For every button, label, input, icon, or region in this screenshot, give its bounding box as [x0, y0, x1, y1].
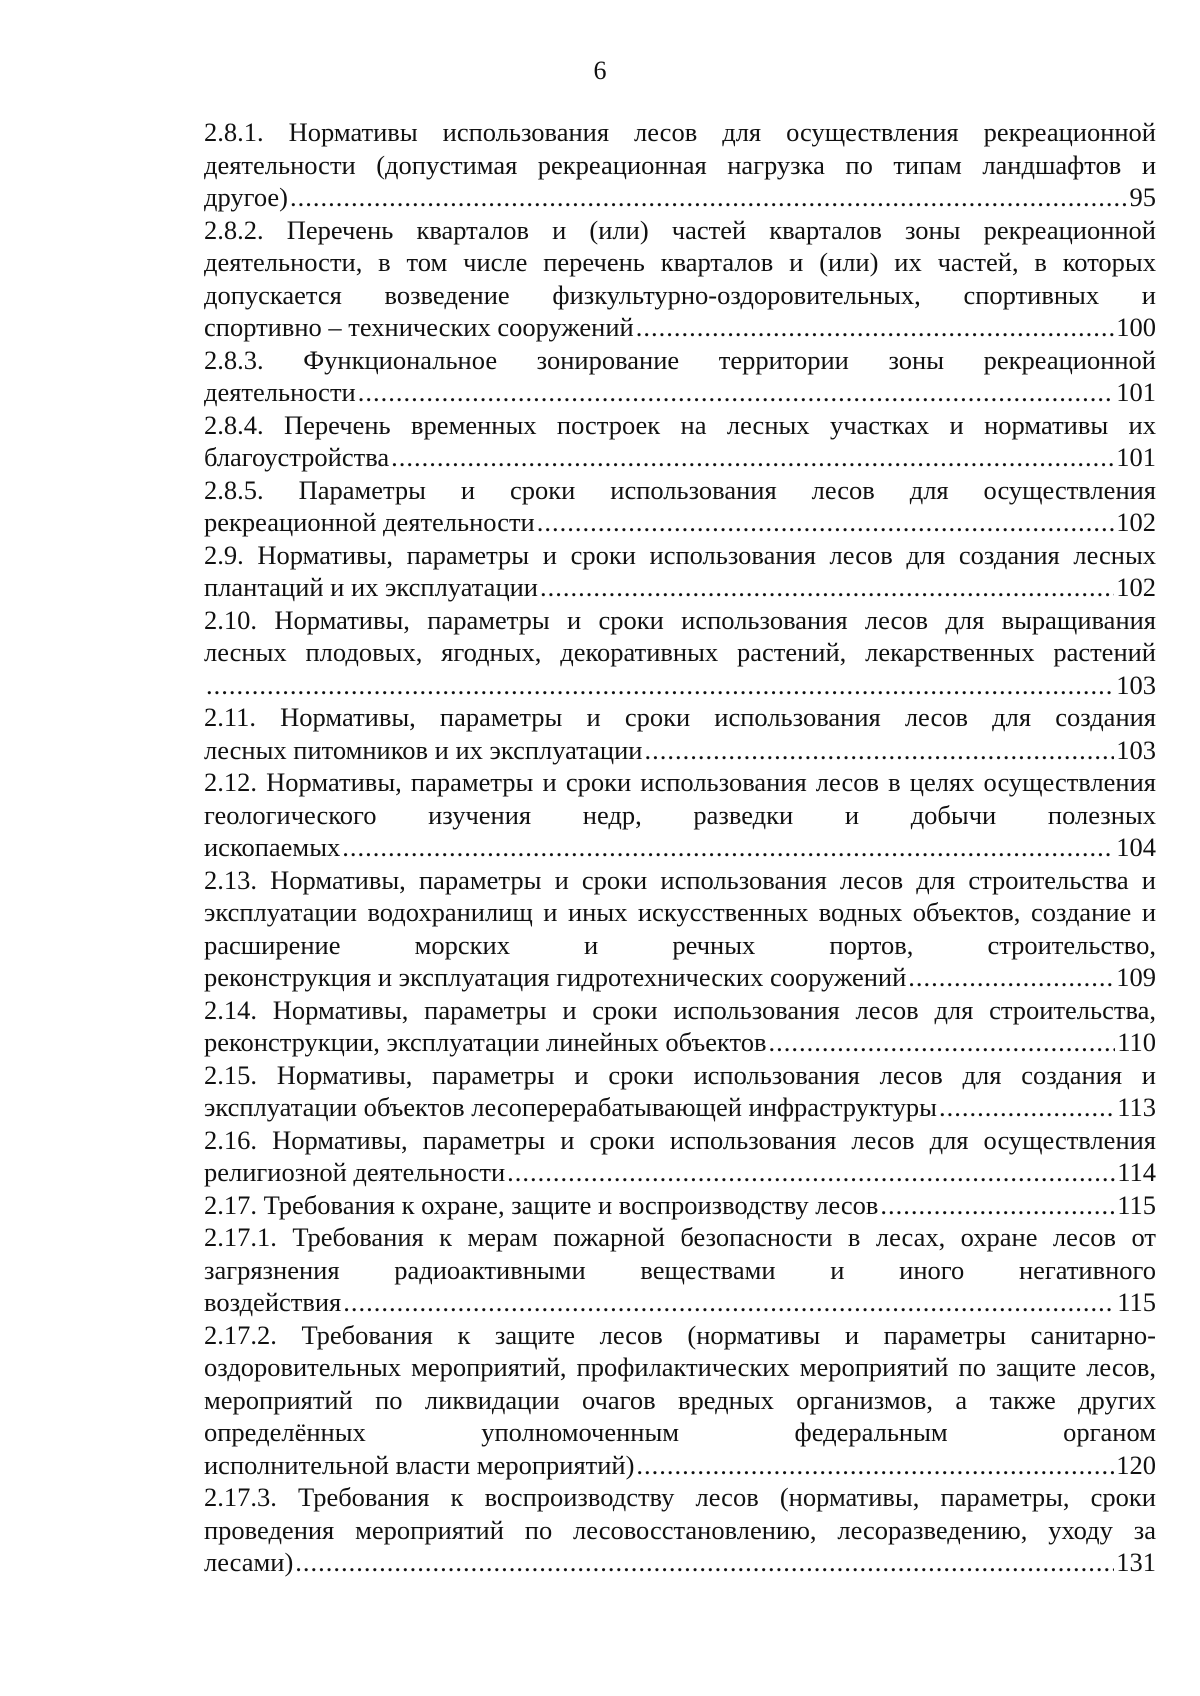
- toc-entry-title-end: воздействия: [204, 1287, 342, 1317]
- toc-page-number: 110: [1117, 1027, 1156, 1057]
- toc-entry: [204, 701, 1156, 766]
- dot-leader: [939, 1091, 1115, 1124]
- dot-leader: [342, 831, 1114, 864]
- toc-entry-last-line: [204, 1189, 1156, 1222]
- dot-leader: [768, 1026, 1115, 1059]
- toc-entry-title-end: рекреационной деятельности: [204, 507, 535, 537]
- toc-entry-title: 2.14. Нормативы, параметры и сроки использования лесов для строительства,: [204, 994, 1156, 1025]
- toc-entry: [204, 1059, 1156, 1124]
- dot-leader: [537, 506, 1115, 539]
- toc-entry-last-line: [204, 311, 1156, 344]
- toc-entry-title: 2.8.5. Параметры и сроки использования лесов для осуществления: [204, 474, 1156, 505]
- toc-entry: [204, 214, 1156, 344]
- toc-entry-title-end: благоустройства: [204, 442, 390, 472]
- toc-entry-title: 2.12. Нормативы, параметры и сроки использования лесов в целях осуществления геологического изучения недр, разведки и добычи полезных: [204, 767, 1156, 830]
- toc-entry-title: 2.10. Нормативы, параметры и сроки использования лесов для выращивания лесных плодовых, ягодных, декоративных растений, лекарственных растений: [204, 604, 1156, 667]
- toc-page-number: 120: [1116, 1449, 1156, 1480]
- toc-entry-last-line: [204, 1026, 1156, 1059]
- table-of-contents: [204, 116, 1156, 1579]
- toc-entry-last-line: [204, 441, 1156, 474]
- toc-entry-title-end: 2.17. Требования к охране, защите и воспроизводству лесов: [204, 1189, 879, 1220]
- toc-entry-last-line: [204, 506, 1156, 539]
- dot-leader: [880, 1189, 1115, 1222]
- toc-page-number: 109: [1116, 962, 1156, 992]
- dot-leader: [636, 1449, 1114, 1482]
- toc-entry: [204, 864, 1156, 994]
- toc-entry: [204, 116, 1156, 214]
- toc-page-number: 100: [1116, 312, 1156, 342]
- toc-page-number: 131: [1116, 1547, 1156, 1577]
- dot-leader: [644, 734, 1114, 767]
- toc-page-number: 101: [1116, 377, 1156, 407]
- toc-page-number: 103: [1116, 669, 1156, 700]
- toc-entry: [204, 1124, 1156, 1189]
- toc-page-number: 102: [1116, 572, 1156, 602]
- toc-entry-title: 2.16. Нормативы, параметры и сроки использования лесов для осуществления: [204, 1124, 1156, 1155]
- toc-entry: [204, 474, 1156, 539]
- toc-entry-last-line: [204, 831, 1156, 864]
- toc-entry: [204, 766, 1156, 864]
- dot-leader: [540, 571, 1114, 604]
- toc-page-number: 95: [1129, 182, 1156, 212]
- dot-leader: [206, 669, 1114, 702]
- toc-entry-title: 2.17.2. Требования к защите лесов (нормативы и параметры санитарно-оздоровительных мероприятий, профилактических мероприятий по защите лесов, мероприятий по ликвидации очагов вредных организмов, а также других определённых уполномоченным федеральным органом: [204, 1319, 1156, 1447]
- dot-leader: [358, 376, 1115, 409]
- toc-entry-title-end: исполнительной власти мероприятий): [204, 1449, 635, 1480]
- toc-entry-last-line: [204, 571, 1156, 604]
- toc-entry-title-end: ископаемых: [204, 832, 341, 862]
- toc-entry: [204, 1481, 1156, 1579]
- dot-leader: [507, 1156, 1115, 1189]
- toc-entry-title-end: лесами): [204, 1547, 294, 1577]
- toc-entry-last-line: [204, 1449, 1156, 1482]
- toc-entry-title-end: плантаций и их эксплуатации: [204, 572, 538, 602]
- toc-entry-title: 2.8.3. Функциональное зонирование территории зоны рекреационной: [204, 344, 1156, 375]
- toc-entry-title-end: эксплуатации объектов лесоперерабатывающей инфраструктуры: [204, 1092, 937, 1122]
- toc-entry-title-end: реконструкции, эксплуатации линейных объектов: [204, 1027, 767, 1057]
- toc-entry: [204, 344, 1156, 409]
- toc-entry: [204, 539, 1156, 604]
- toc-entry-title: 2.9. Нормативы, параметры и сроки использования лесов для создания лесных: [204, 539, 1156, 570]
- dot-leader: [391, 441, 1114, 474]
- dot-leader: [636, 311, 1115, 344]
- toc-entry-title: 2.11. Нормативы, параметры и сроки использования лесов для создания: [204, 702, 1156, 732]
- toc-entry-last-line: [204, 669, 1156, 702]
- toc-entry-title-end: другое): [204, 182, 289, 212]
- toc-entry-title-end: деятельности: [204, 377, 356, 407]
- toc-entry: [204, 1221, 1156, 1319]
- toc-entry-title-end: религиозной деятельности: [204, 1157, 506, 1187]
- toc-entry-last-line: [204, 376, 1156, 409]
- dot-leader: [343, 1286, 1115, 1319]
- toc-page-number: 114: [1117, 1157, 1156, 1187]
- dot-leader: [908, 961, 1114, 994]
- toc-page-number: 103: [1116, 734, 1156, 765]
- page-number: 6: [593, 56, 607, 85]
- toc-entry-title: 2.13. Нормативы, параметры и сроки использования лесов для строительства и эксплуатации водохранилищ и иных искусственных водных объектов, создание и расширение морских и речных портов, строительство,: [204, 864, 1156, 960]
- toc-entry-last-line: [204, 1091, 1156, 1124]
- toc-entry-title-end: спортивно – технических сооружений: [204, 312, 634, 342]
- toc-entry-last-line: [204, 181, 1156, 214]
- toc-entry-last-line: [204, 1286, 1156, 1319]
- toc-page-number: 115: [1117, 1189, 1156, 1220]
- toc-entry: [204, 994, 1156, 1059]
- toc-entry-title: 2.17.1. Требования к мерам пожарной безопасности в лесах, охране лесов от загрязнения радиоактивными веществами и иного негативного: [204, 1222, 1156, 1285]
- dot-leader: [295, 1546, 1114, 1579]
- toc-entry-last-line: [204, 1546, 1156, 1579]
- toc-entry: [204, 604, 1156, 702]
- dot-leader: [290, 181, 1127, 214]
- toc-entry-title: 2.8.2. Перечень кварталов и (или) частей кварталов зоны рекреационной деятельности, в том числе перечень кварталов и (или) их частей, в которых допускается возведение физкультурно-оздоровительных, спортивных и: [204, 214, 1156, 310]
- toc-entry: [204, 1189, 1156, 1222]
- toc-page-number: 113: [1117, 1092, 1156, 1122]
- toc-page-number: 102: [1116, 507, 1156, 537]
- toc-entry-title: 2.17.3. Требования к воспроизводству лесов (нормативы, параметры, сроки проведения мероприятий по лесовосстановлению, лесоразведению, уходу за: [204, 1482, 1156, 1545]
- toc-entry-title-end: реконструкция и эксплуатация гидротехнических сооружений: [204, 962, 907, 992]
- toc-entry-last-line: [204, 734, 1156, 767]
- toc-entry-title: 2.15. Нормативы, параметры и сроки использования лесов для создания и: [204, 1059, 1156, 1090]
- toc-entry-title: 2.8.4. Перечень временных построек на лесных участках и нормативы их: [204, 409, 1156, 440]
- toc-page-number: 101: [1116, 442, 1156, 472]
- toc-entry: [204, 1319, 1156, 1482]
- toc-page-number: 115: [1117, 1287, 1156, 1317]
- toc-entry: [204, 409, 1156, 474]
- toc-entry-last-line: [204, 1156, 1156, 1189]
- toc-entry-title-end: лесных питомников и их эксплуатации: [204, 734, 643, 765]
- toc-page-number: 104: [1116, 832, 1156, 862]
- toc-entry-title: 2.8.1. Нормативы использования лесов для осуществления рекреационной деятельности (допустимая рекреационная нагрузка по типам ландшафтов и: [204, 117, 1156, 180]
- toc-entry-last-line: [204, 961, 1156, 994]
